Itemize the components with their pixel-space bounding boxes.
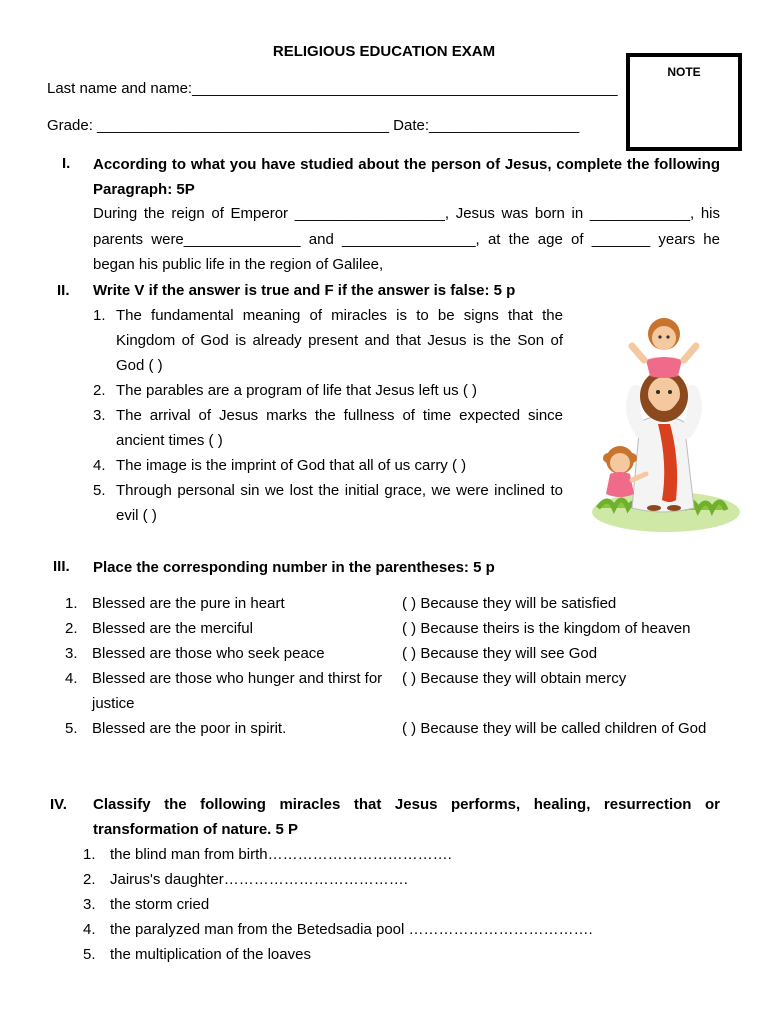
- list-number: 2.: [93, 382, 106, 399]
- girl-face: [610, 453, 630, 473]
- list-item: [65, 666, 385, 716]
- child-top-eye: [666, 335, 669, 338]
- list-item: [83, 917, 703, 942]
- section-2-list: [93, 303, 563, 528]
- grade-date-line: Grade: ___________________________________ Date:__________________: [47, 117, 580, 134]
- beatitude-text: Blessed are the pure in heart: [92, 595, 285, 612]
- list-number: 3.: [83, 896, 96, 913]
- list-item: [93, 303, 563, 378]
- jesus-eye: [656, 390, 660, 394]
- list-number: 1.: [83, 846, 96, 863]
- list-number: 4.: [93, 457, 106, 474]
- list-item: [65, 641, 385, 666]
- jesus-foot: [647, 505, 661, 511]
- reason-item: ( ) Because theirs is the kingdom of heaven: [402, 620, 691, 637]
- list-item: [65, 716, 385, 741]
- section-4-heading: Classify the following miracles that Jesus performs, healing, resurrection or transformation of nature. 5 P: [93, 796, 720, 838]
- miracle-text: Jairus's daughter……………………………….: [110, 871, 408, 888]
- section-4-numeral: IV.: [50, 796, 67, 813]
- list-item: [65, 591, 385, 616]
- miracles-list: [83, 842, 703, 967]
- beatitude-text: Blessed are the poor in spirit.: [92, 720, 287, 737]
- child-top-shirt: [646, 357, 682, 378]
- section-1-paragraph: During the reign of Emperor __________________, Jesus was born in ____________, his parents were______________ and ________________, at the age of _______ years he began his public life in the region of Galilee,: [93, 205, 720, 273]
- list-item-text: The parables are a program of life that Jesus left us ( ): [116, 382, 478, 399]
- girl-dress: [606, 472, 634, 497]
- section-1-numeral: I.: [62, 155, 71, 172]
- beatitude-text: Blessed are the merciful: [92, 620, 253, 637]
- child-top-eye: [658, 335, 661, 338]
- list-item: [83, 892, 703, 917]
- reason-item: ( ) Because they will obtain mercy: [402, 670, 627, 687]
- list-item: [83, 942, 703, 967]
- list-item-text: The image is the imprint of God that all of us carry ( ): [116, 457, 467, 474]
- jesus-with-children-illustration: [588, 312, 740, 536]
- child-top-face: [652, 326, 676, 350]
- list-item: [93, 378, 563, 403]
- list-number: 2.: [65, 620, 78, 637]
- beatitude-text: Blessed are those who hunger and thirst for justice: [92, 670, 383, 712]
- list-number: 2.: [83, 871, 96, 888]
- list-item: [65, 616, 385, 641]
- list-item: [93, 453, 563, 478]
- miracle-text: the paralyzed man from the Betedsadia pool ……………………………….: [110, 921, 593, 938]
- reason-item: ( ) Because they will be called children of God: [402, 720, 707, 737]
- list-item: [93, 478, 563, 528]
- section-1-heading: According to what you have studied about the person of Jesus, complete the following Paragraph: 5P: [93, 156, 720, 198]
- list-number: 3.: [65, 645, 78, 662]
- exam-title: RELIGIOUS EDUCATION EXAM: [272, 43, 496, 60]
- jesus-eye: [668, 390, 672, 394]
- list-number: 4.: [65, 670, 78, 687]
- miracle-text: the multiplication of the loaves: [110, 946, 311, 963]
- note-label: NOTE: [667, 65, 701, 79]
- list-number: 1.: [65, 595, 78, 612]
- name-line: Last name and name:___________________________________________________: [47, 80, 618, 97]
- section-3-numeral: III.: [53, 558, 70, 575]
- beatitude-text: Blessed are those who seek peace: [92, 645, 325, 662]
- reason-item: ( ) Because they will see God: [402, 645, 598, 662]
- section-2-heading: Write V if the answer is true and F if the answer is false: 5 p: [93, 282, 516, 299]
- jesus-foot: [667, 505, 681, 511]
- list-item-text: The fundamental meaning of miracles is to be signs that the Kingdom of God is already present and that Jesus is the Son of God ( ): [116, 307, 563, 374]
- list-number: 1.: [93, 307, 106, 324]
- miracle-text: the blind man from birth……………………………….: [110, 846, 452, 863]
- list-item: [83, 842, 703, 867]
- list-number: 5.: [83, 946, 96, 963]
- reasons-list: [402, 591, 742, 741]
- list-item-text: The arrival of Jesus marks the fullness of time expected since ancient times ( ): [116, 407, 563, 449]
- list-number: 5.: [65, 720, 78, 737]
- section-2-numeral: II.: [57, 282, 70, 299]
- list-number: 4.: [83, 921, 96, 938]
- note-box: [626, 53, 742, 151]
- list-item: [83, 867, 703, 892]
- list-item-text: Through personal sin we lost the initial grace, we were inclined to evil ( ): [116, 482, 563, 524]
- beatitudes-list: [65, 591, 385, 741]
- list-number: 3.: [93, 407, 106, 424]
- list-item: [93, 403, 563, 453]
- miracle-text: the storm cried: [110, 896, 210, 913]
- list-number: 5.: [93, 482, 106, 499]
- reason-item: ( ) Because they will be satisfied: [402, 595, 617, 612]
- section-3-heading: Place the corresponding number in the parentheses: 5 p: [93, 559, 495, 576]
